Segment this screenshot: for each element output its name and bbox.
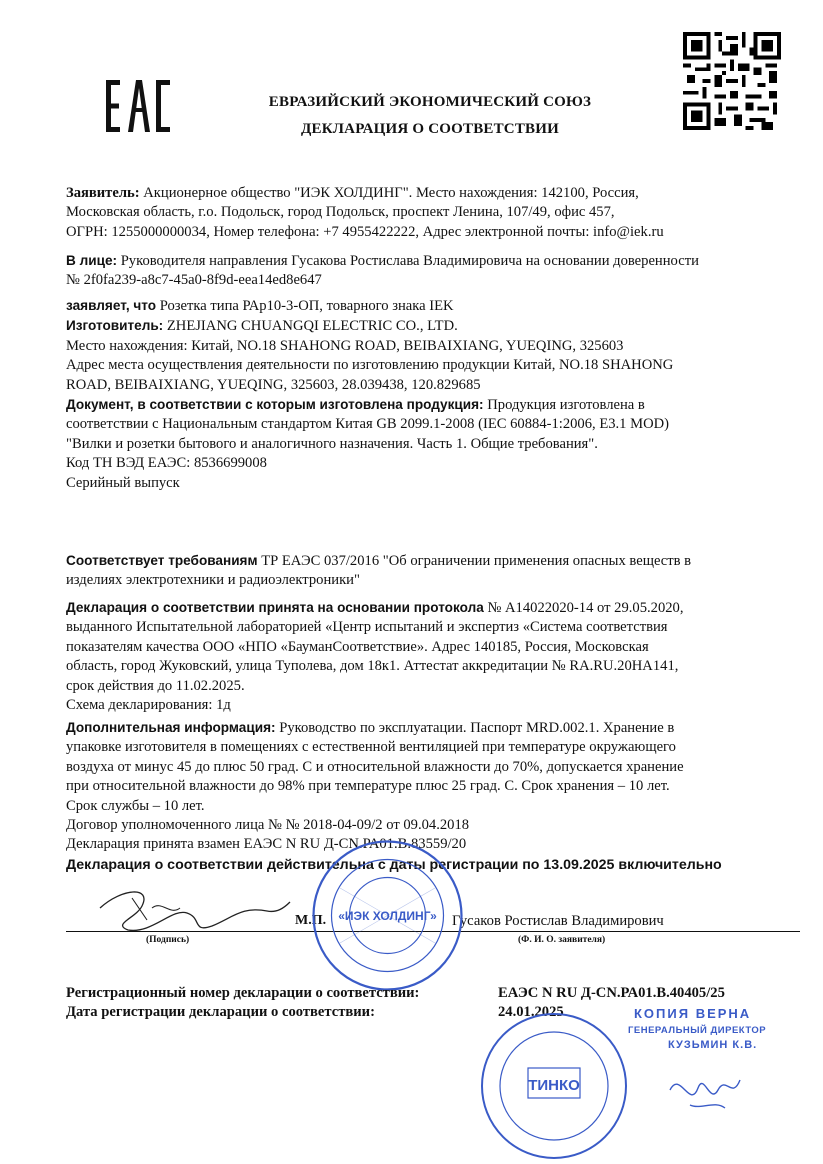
- additional-label: Дополнительная информация:: [66, 720, 276, 735]
- additional-line3: воздуха от минус 45 до плюс 50 град. С и относительной влажности до 70%, допускается хранение: [66, 758, 684, 775]
- declaration-block: [66, 296, 786, 493]
- manufacturer-label: Изготовитель:: [66, 318, 164, 334]
- declaration-scheme: Схема декларирования: 1д: [66, 697, 231, 714]
- additional-line2: упаковке изготовителя в помещениях с естественной вентиляцией при температуре окружающего: [66, 739, 676, 756]
- additional-line1: Руководство по эксплуатации. Паспорт MRD.002.1. Хранение в: [279, 720, 675, 736]
- hs-code: Код ТН ВЭД ЕАЭС: 8536699008: [66, 455, 267, 472]
- protocol-line2: выданного Испытательной лабораторией «Центр испытаний и экспертиз «Система соответствия: [66, 619, 668, 636]
- seal-tinko-name: ТИНКО: [528, 1077, 580, 1094]
- applicant-line3: ОГРН: 1255000000034, Номер телефона: +7 4955422222, Адрес электронной почты: info@iek.ru: [66, 223, 664, 240]
- protocol-line3: показателям качества ООО «НПО «БауманСоответствие». Адрес 140185, Россия, Московская: [66, 638, 649, 655]
- manufacturer-activity-line2: ROAD, BEIBAIXIANG, YUEQING, 325603, 28.039438, 120.829685: [66, 376, 481, 393]
- manufacturer-activity-line1: Адрес места осуществления деятельности по изготовлению продукции Китай, NO.18 SHAHONG: [66, 357, 674, 374]
- copy-line1: КОПИЯ ВЕРНА: [634, 1006, 752, 1021]
- applicant-line2: Московская область, г.о. Подольск, город Подольск, проспект Ленина, 107/49, офис 457,: [66, 204, 615, 221]
- manufacturer-location: Место нахождения: Китай, NO.18 SHAHONG ROAD, BEIBAIXIANG, YUEQING, 325603: [66, 337, 624, 354]
- registration-date-label: Дата регистрации декларации о соответствии:: [66, 1004, 375, 1020]
- contract-info: Договор уполномоченного лица № № 2018-04-09/2 от 09.04.2018: [66, 817, 470, 834]
- representative-block: [66, 251, 786, 291]
- seal-company-name: «ИЭК ХОЛДИНГ»: [338, 909, 437, 923]
- copy-line3: КУЗЬМИН К.В.: [668, 1039, 758, 1051]
- stamp-place-label: М.П.: [295, 913, 327, 928]
- copy-line2: ГЕНЕРАЛЬНЫЙ ДИРЕКТОР: [628, 1025, 767, 1036]
- standard-line3: "Вилки и розетки бытового и аналогичного назначения. Часть 1. Общие требования".: [66, 435, 598, 452]
- declares-text: Розетка типа РАр10-3-ОП, товарного знака IEK: [159, 298, 454, 314]
- representative-line2: № 2f0fa239-a8c7-45a0-8f9d-eea14ed8e647: [66, 272, 322, 289]
- registration-date: 24.01.2025: [498, 1004, 564, 1020]
- applicant-label: Заявитель:: [66, 185, 140, 201]
- standard-line1: Продукция изготовлена в: [487, 397, 645, 414]
- handwritten-signature: [92, 878, 292, 938]
- protocol-line5: срок действия до 11.02.2025.: [66, 677, 245, 694]
- applicant-block: [66, 184, 786, 242]
- signature-caption: (Подпись): [146, 935, 190, 945]
- standard-line2: соответствии с Национальным стандартом Китая GB 2099.1-2008 (IEC 60884-1:2006, E3.1 MOD): [66, 416, 670, 433]
- signatory-name: Гусаков Ростислав Владимирович: [452, 913, 664, 929]
- registration-number-label: Регистрационный номер декларации о соответствии:: [66, 985, 420, 1001]
- series-type: Серийный выпуск: [66, 474, 180, 491]
- registration-number: ЕАЭС N RU Д-CN.РА01.В.40405/25: [498, 985, 725, 1001]
- representative-line1: Руководителя направления Гусакова Ростислава Владимировича на основании доверенности: [120, 253, 699, 269]
- validity-statement: Декларация о соответствии действительна с даты регистрации по 13.09.2025 включительно: [66, 857, 722, 873]
- protocol-label: Декларация о соответствии принята на основании протокола: [66, 600, 484, 615]
- manufacturer-name: ZHEJIANG CHUANGQI ELECTRIC CO., LTD.: [166, 318, 458, 335]
- replaces-info: Декларация принята взамен ЕАЭС N RU Д-CN.РА01.В.83559/20: [66, 836, 467, 853]
- name-caption: (Ф. И. О. заявителя): [518, 935, 606, 945]
- union-title: ЕВРАЗИЙСКИЙ ЭКОНОМИЧЕСКИЙ СОЮЗ: [268, 94, 592, 110]
- standard-label: Документ, в соответствии с которым изготовлена продукция:: [66, 397, 484, 413]
- conformity-label: Соответствует требованиям: [66, 553, 258, 568]
- eac-logo: [106, 80, 170, 132]
- document-title: ДЕКЛАРАЦИЯ О СООТВЕТСТВИИ: [301, 121, 559, 137]
- qr-code-icon: [683, 32, 781, 130]
- additional-block: [66, 718, 786, 855]
- applicant-line1: Акционерное общество "ИЭК ХОЛДИНГ". Место нахождения: 142100, Россия,: [143, 185, 639, 201]
- copy-certified-stamp: [628, 1006, 798, 1051]
- protocol-line4: область, город Жуковский, улица Туполева, дом 18к1. Аттестат аккредитации № RA.RU.20НА141,: [66, 658, 679, 675]
- additional-line5: Срок службы – 10 лет.: [66, 797, 205, 814]
- tinko-seal: [478, 1010, 630, 1162]
- protocol-block: [66, 598, 786, 715]
- conformity-block: [66, 551, 786, 591]
- protocol-line1: № А14022020-14 от 29.05.2020,: [487, 600, 684, 616]
- additional-line4: при относительной влажности до 98% при температуре плюс 25 град. С. Срок хранения – 10 лет.: [66, 778, 670, 795]
- director-signature: [660, 1060, 750, 1115]
- conformity-line1: ТР ЕАЭС 037/2016 "Об ограничении применения опасных веществ в: [261, 553, 692, 569]
- declares-label: заявляет, что: [66, 298, 157, 313]
- conformity-line2: изделиях электротехники и радиоэлектроники": [66, 572, 360, 589]
- representative-label: В лице:: [66, 253, 118, 268]
